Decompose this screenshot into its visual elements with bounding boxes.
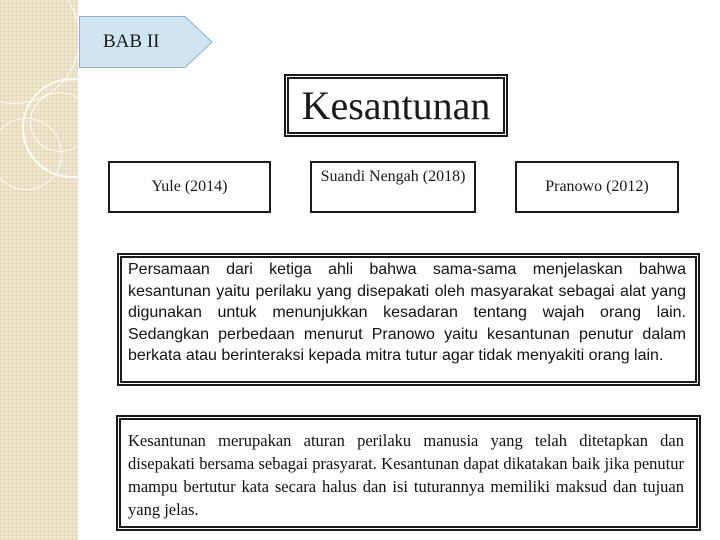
source-box-pranowo — [515, 161, 679, 213]
diagram-title-box — [287, 77, 505, 134]
diagram-title: Kesantunan — [301, 83, 491, 128]
definition-paragraph-text: Kesantunan merupakan aturan perilaku manusia yang telah ditetapkan dan disepakati bersama sebagai prasyarat. Kesantunan dapat dikatakan baik jika penutur mampu bertutur kata secara halus dan isi tuturannya memiliki maksud dan tujuan yang jelas. — [128, 431, 684, 519]
source-box-suandi-nengah — [310, 161, 476, 213]
comparison-paragraph-box — [120, 256, 697, 383]
chapter-tab — [79, 16, 213, 68]
source-label: Yule (2014) — [151, 178, 228, 195]
source-label: Pranowo (2012) — [545, 178, 649, 195]
chapter-label: BAB II — [103, 31, 160, 52]
source-box-yule — [108, 161, 271, 213]
comparison-paragraph-text: Persamaan dari ketiga ahli bahwa sama-sama menjelaskan bahwa kesantunan yaitu perilaku yang disepakati oleh masyarakat sebagai alat yang digunakan untuk menunjukkan kesadaran tentang wajah orang lain. Sedangkan perbedaan menurut Pranowo yaitu kesantunan penutur dalam berkata atau berinteraksi kepada mitra tutur agar tidak menyakiti orang lain. — [128, 261, 686, 364]
decorative-side-strip — [0, 0, 78, 540]
source-label: Suandi Nengah (2018) — [320, 168, 466, 185]
definition-paragraph-box — [119, 418, 698, 528]
